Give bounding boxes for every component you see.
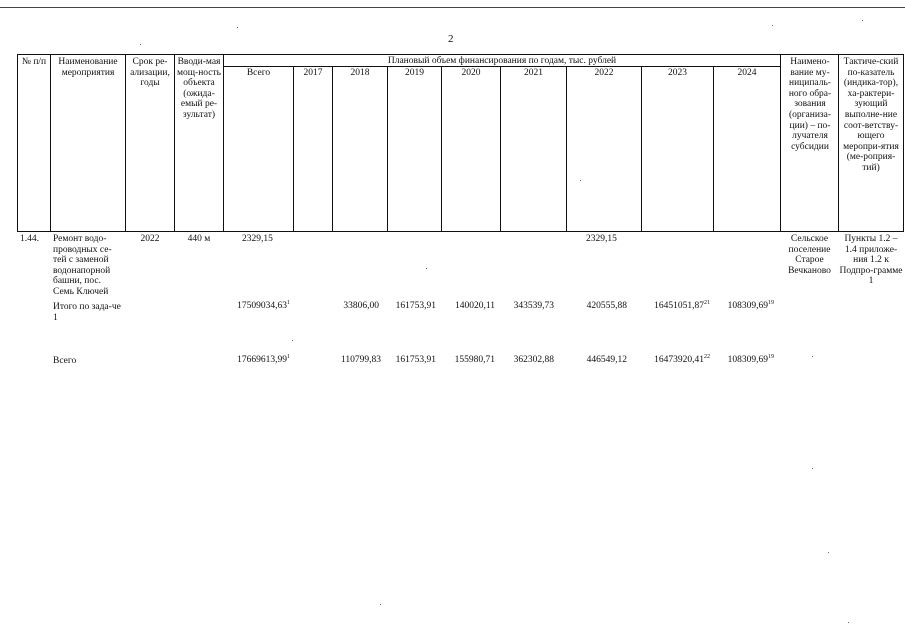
row-144-2022: 2329,15 <box>586 234 617 244</box>
header-num: № п/п <box>21 57 47 67</box>
header-year-2020: 2020 <box>461 68 481 78</box>
header-year-2019: 2019 <box>405 68 424 78</box>
task-total-2021: 343539,73 <box>513 301 554 311</box>
grand-total-2021: 362302,88 <box>513 355 554 365</box>
header-year-2023: 2023 <box>668 68 687 78</box>
header-total: Всего <box>246 68 271 78</box>
task-total-2024: 108309,69$^{19}$ <box>727 299 774 311</box>
page-number: 2 <box>448 33 454 45</box>
header-year-2022: 2022 <box>594 68 614 78</box>
row-144-indicator: Пункты 1.2 – 1.4 приложе-ния 1.2 к Подпро-грамме 1 <box>839 234 903 287</box>
grand-total-2020: 155980,71 <box>454 355 495 365</box>
header-recipient: Наимено-вание му-ниципаль-ного обра-зования (организа-ции) – по-лучателя субсидии <box>788 57 832 152</box>
task-total-label: Итого по зада-че 1 <box>53 302 121 323</box>
header-year-2021: 2021 <box>524 68 543 78</box>
row-144-num: 1.44. <box>20 234 39 244</box>
grand-total-2024: 108309,69$^{19}$ <box>727 353 774 365</box>
grand-total-2023: 16473920,41$^{22}$ <box>654 353 710 365</box>
row-144-total: 2329,15 <box>242 234 273 244</box>
grand-total-2022: 446549,12 <box>586 355 627 365</box>
scan-edge-line <box>0 7 905 8</box>
header-period: Срок ре-ализации, годы <box>130 57 170 89</box>
task-total-2018: 33806,00 <box>343 301 379 311</box>
grand-total-label: Всего <box>53 356 77 366</box>
grand-total-2018: 110799,83 <box>340 355 381 365</box>
task-total-sum: 17509034,63$^1$ <box>237 299 290 311</box>
header-name: Наименование мероприятия <box>58 57 118 78</box>
header-indicator: Тактиче-ский по-казатель (индика-тор), ха-рактери-зующий выполне-ние соот-ветству-ющего меропри-ятия (ме-роприя-тий) <box>843 57 899 173</box>
header-capacity: Вводи-мая мощ-ность объекта (ожида-емый ре-зультат) <box>176 57 221 120</box>
header-funding: Плановый объем финансирования по годам, тыс. рублей <box>387 56 617 66</box>
row-144-capacity: 440 м <box>187 234 211 244</box>
task-total-2019: 161753,91 <box>395 301 436 311</box>
row-144-period: 2022 <box>140 234 160 244</box>
grand-total-2019: 161753,91 <box>395 355 436 365</box>
task-total-2020: 140020,11 <box>454 301 495 311</box>
header-year-2018: 2018 <box>350 68 370 78</box>
grand-total-sum: 17669613,99$^1$ <box>237 353 290 365</box>
row-144-recipient: Сельское поселение Старое Вечканово <box>788 234 831 276</box>
row-144-name: Ремонт водо-проводных се-тей с заменой водонапорной башни, пос. Семь Ключей <box>53 234 112 297</box>
task-total-2022: 420555,88 <box>586 301 627 311</box>
header-year-2017: 2017 <box>303 68 323 78</box>
task-total-2023: 16451051,87$^{21}$ <box>654 299 710 311</box>
header-year-2024: 2024 <box>737 68 757 78</box>
